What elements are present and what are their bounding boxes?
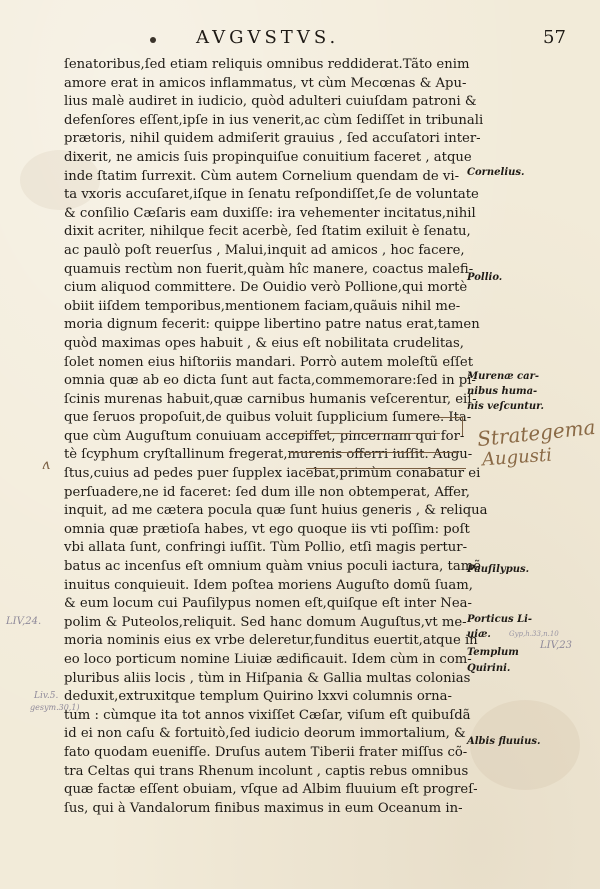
margin-note: Murenæ car- — [467, 371, 540, 382]
margin-note: Pollio. — [467, 272, 503, 283]
text-line: ſolet nomen eius hiſtoriis mandari. Porrò autem moleſtũ eſſet — [64, 354, 474, 370]
text-line: quòd maximas opes habuit , & eius eſt nobilitata crudelitas, — [64, 335, 464, 351]
text-line: que cùm Auguſtum conuiuam accepiſſet, pincernam qui for- — [64, 428, 465, 444]
margin-note: Pauſilypus. — [467, 564, 530, 575]
text-line: pluribus aliis locis , tùm in Hiſpania & Gallia multas colonias — [64, 670, 471, 686]
margin-note: Albis fluuius. — [467, 736, 541, 747]
text-line: quæ factæ eſſent obuiam, vſque ad Albim fluuium eſt progreſ- — [64, 782, 478, 798]
text-line: ſenatoribus,ſed etiam reliquis omnibus reddiderat.Tãto enim — [64, 57, 470, 72]
main-text-block — [64, 56, 488, 818]
margin-note: Templum — [467, 647, 519, 658]
text-line: perſuadere,ne id faceret: ſed dum ille non obtemperat, Affer, — [64, 484, 470, 500]
text-line: tè ſcyphum cryſtallinum fregerat,murenis offerri iuſſit. Augu- — [64, 447, 473, 463]
text-line: ac paulò poſt reuerſus , Malui,inquit ad amicos , hoc facere, — [64, 242, 465, 258]
margin-note: nis veſcuntur. — [467, 401, 545, 412]
text-line: lius malè audiret in iudicio, quòd adulteri cuiuſdam patroni & — [64, 94, 477, 110]
text-line: cium aliquod committere. De Ouidio verò Pollione,qui mortè — [64, 280, 468, 296]
handwritten-mark: ʌ — [42, 457, 50, 473]
text-line: ſtus,cuius ad pedes puer ſupplex iacebat,primùm conabatur ei — [64, 466, 481, 482]
margin-note: Quirini. — [467, 663, 511, 674]
text-line: moria nominis eius ex vrbe deleretur,funditus euertit,atque in — [64, 633, 478, 649]
text-line: quamuis rectùm non fuerit,quàm hîc manere, coactus malefi- — [64, 261, 474, 277]
text-line: ta vxoris accuſaret,iſque in ſenatu reſpondiſſet,ſe de voluntate — [64, 187, 479, 203]
text-line: inuitus conquieuit. Idem poſtea moriens Auguſto domũ ſuam, — [64, 577, 473, 593]
text-line: inde ſtatim ſurrexit. Cùm autem Cornelium quendam de vi- — [64, 168, 460, 184]
text-line: ſus, qui à Vandalorum finibus maximus in eum Oceanum in- — [64, 800, 463, 816]
text-line: eo loco porticum nomine Liuiæ ædificauit. Idem cùm in com- — [64, 652, 472, 667]
handwritten-underline — [289, 452, 459, 453]
text-line: vbi allata ſunt, confringi iuſſit. Tùm Pollio, etſi magis pertur- — [64, 540, 468, 556]
text-line: & eum locum cui Pauſilypus nomen eſt,quiſque eſt inter Nea- — [64, 596, 472, 612]
text-line: amore erat in amicos inflammatus, vt cùm Mecœnas & Apu- — [64, 75, 467, 91]
text-line: & conſilio Cæſaris eam duxiſſe: ira vehementer incitatus,nihil — [64, 205, 476, 221]
handwritten-annotation: Strategema — [476, 414, 597, 452]
page-header — [0, 27, 600, 51]
text-line: dixerit, ne amicis ſuis propinquiſue conuitium faceret , atque — [64, 149, 472, 165]
margin-note: Porticus Li- — [467, 614, 533, 625]
margin-note: uiæ. — [467, 629, 491, 640]
handwritten-reference: LIV,23 — [540, 640, 572, 651]
text-line: polim & Puteolos,reliquit. Sed hanc domum Auguſtus,vt me- — [64, 614, 467, 630]
handwritten-reference: Gyp,h.33,n.10 — [509, 630, 559, 638]
handwritten-underline — [306, 468, 466, 469]
text-line: ſcinis murenas habuit,quæ carnibus humanis veſcerentur, eiſ- — [64, 391, 477, 407]
text-line: fato quodam euenifſe. Druſus autem Tiberii frater miſſus cõ- — [64, 744, 468, 760]
text-line: prætoris, nihil quidem admiſerit grauius , ſed accuſatori inter- — [64, 131, 481, 147]
text-line: tum : cùmque ita tot annos vixiſſet Cæſar, viſum eſt quibuſdã — [64, 707, 471, 723]
text-line: obiit iiſdem temporibus,mentionem faciam,quãuis nihil me- — [64, 298, 461, 314]
text-line: que ſeruos propoſuit,de quibus voluit ſupplicium ſumere. Ita- — [64, 410, 472, 426]
handwritten-reference: Liv.5. — [34, 691, 59, 701]
text-line: defenſores eſſent,ipſe in ius venerit,ac cùm ſediſſet in tribunali — [64, 112, 484, 128]
text-line: batus ac incenſus eſt omnium quàm vnius poculi iactura, tamẽ — [64, 559, 482, 575]
text-line: tra Celtas qui trans Rhenum incolunt , captis rebus omnibus — [64, 763, 469, 779]
text-line: id ei non caſu & fortuitò,ſed iudicio deorum immortalium, & — [64, 726, 466, 742]
header-ornament — [150, 37, 156, 43]
text-line: inquit, ad me cætera pocula quæ ſunt huius generis , & reliqua — [64, 503, 488, 519]
margin-note: nibus huma- — [467, 386, 538, 397]
handwritten-bracket — [438, 417, 463, 436]
text-line: omnia quæ ab eo dicta ſunt aut facta,commemorare:ſed in pi- — [64, 373, 476, 389]
text-line: deduxit,extruxitque templum Quirino lxxvi columnis orna- — [64, 689, 452, 705]
text-line: moria dignum fecerit: quippe libertino patre natus erat,tamen — [64, 317, 480, 333]
text-line: omnia quæ prætioſa habes, vt ego quoque iis vti poſſim: poſt — [64, 521, 470, 537]
handwritten-reference: gesym.30,1) — [30, 703, 80, 712]
margin-note: Cornelius. — [467, 167, 525, 178]
page-number: 57 — [543, 27, 566, 48]
running-title: AVGVSTVS. — [196, 27, 340, 48]
handwritten-annotation: Augusti — [481, 444, 553, 471]
handwritten-underline — [290, 433, 440, 434]
text-line: dixit acriter, nihilque fecit acerbè, ſed ſtatim exiluit è ſenatu, — [64, 224, 471, 240]
handwritten-reference: LIV,24. — [6, 616, 42, 627]
